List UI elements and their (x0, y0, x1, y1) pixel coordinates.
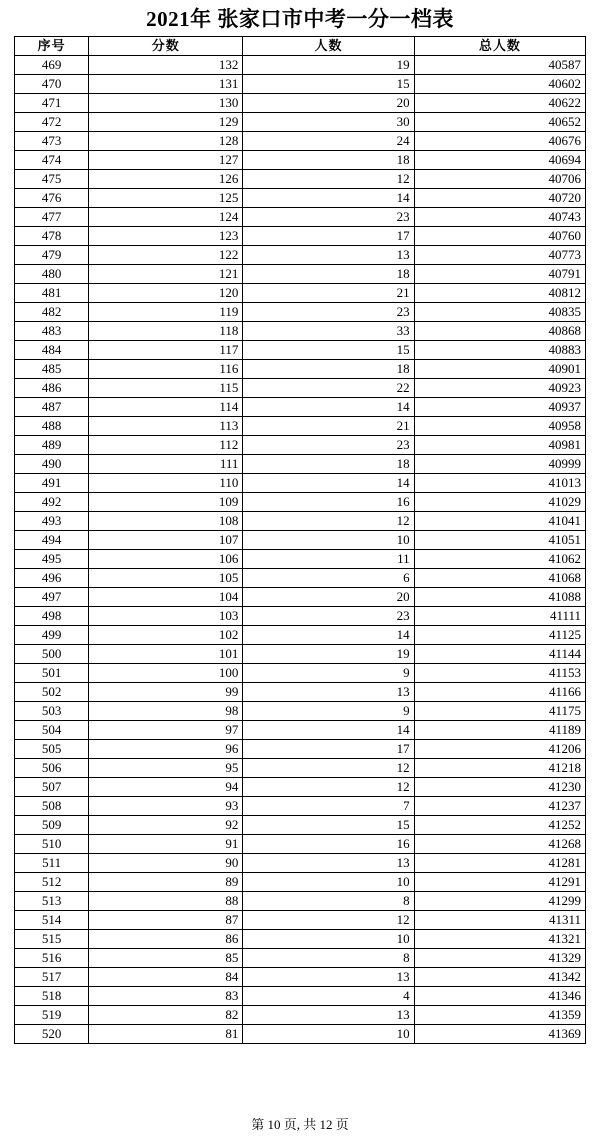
cell-seq: 511 (15, 854, 89, 873)
cell-count: 8 (243, 892, 414, 911)
cell-total: 40923 (414, 379, 585, 398)
cell-total: 41218 (414, 759, 585, 778)
cell-seq: 495 (15, 550, 89, 569)
cell-count: 19 (243, 56, 414, 75)
cell-seq: 472 (15, 113, 89, 132)
cell-count: 23 (243, 303, 414, 322)
cell-total: 41041 (414, 512, 585, 531)
column-header-count: 人数 (243, 37, 414, 56)
cell-total: 40676 (414, 132, 585, 151)
cell-count: 12 (243, 759, 414, 778)
cell-seq: 519 (15, 1006, 89, 1025)
cell-seq: 507 (15, 778, 89, 797)
cell-count: 14 (243, 398, 414, 417)
cell-total: 41268 (414, 835, 585, 854)
table-row (15, 341, 586, 360)
cell-seq: 509 (15, 816, 89, 835)
cell-seq: 480 (15, 265, 89, 284)
cell-count: 12 (243, 778, 414, 797)
cell-count: 24 (243, 132, 414, 151)
score-distribution-table (14, 36, 586, 1044)
cell-score: 82 (89, 1006, 243, 1025)
page-footer: 第 10 页, 共 12 页 (251, 1117, 349, 1132)
table-row (15, 987, 586, 1006)
table-body (15, 56, 586, 1044)
cell-total: 40868 (414, 322, 585, 341)
table-row (15, 797, 586, 816)
cell-total: 40622 (414, 94, 585, 113)
cell-total: 41346 (414, 987, 585, 1006)
cell-total: 40652 (414, 113, 585, 132)
cell-score: 90 (89, 854, 243, 873)
cell-score: 105 (89, 569, 243, 588)
cell-seq: 503 (15, 702, 89, 721)
cell-count: 13 (243, 1006, 414, 1025)
cell-count: 10 (243, 1025, 414, 1044)
cell-count: 10 (243, 930, 414, 949)
table-row (15, 873, 586, 892)
table-row (15, 322, 586, 341)
table-row (15, 94, 586, 113)
cell-total: 41144 (414, 645, 585, 664)
cell-total: 40602 (414, 75, 585, 94)
cell-count: 15 (243, 341, 414, 360)
cell-seq: 514 (15, 911, 89, 930)
cell-score: 83 (89, 987, 243, 1006)
cell-seq: 490 (15, 455, 89, 474)
table-row (15, 189, 586, 208)
cell-count: 16 (243, 493, 414, 512)
table-row (15, 436, 586, 455)
cell-score: 117 (89, 341, 243, 360)
cell-seq: 497 (15, 588, 89, 607)
cell-score: 102 (89, 626, 243, 645)
column-header-score: 分数 (89, 37, 243, 56)
cell-seq: 502 (15, 683, 89, 702)
table-row (15, 246, 586, 265)
cell-score: 101 (89, 645, 243, 664)
cell-seq: 479 (15, 246, 89, 265)
cell-score: 111 (89, 455, 243, 474)
table-row (15, 702, 586, 721)
cell-score: 110 (89, 474, 243, 493)
table-row (15, 265, 586, 284)
cell-score: 112 (89, 436, 243, 455)
cell-total: 40901 (414, 360, 585, 379)
cell-count: 12 (243, 170, 414, 189)
cell-seq: 501 (15, 664, 89, 683)
cell-score: 92 (89, 816, 243, 835)
cell-total: 41329 (414, 949, 585, 968)
cell-total: 40706 (414, 170, 585, 189)
cell-total: 41206 (414, 740, 585, 759)
table-row (15, 626, 586, 645)
cell-seq: 488 (15, 417, 89, 436)
cell-count: 18 (243, 360, 414, 379)
cell-total: 41029 (414, 493, 585, 512)
cell-seq: 469 (15, 56, 89, 75)
cell-total: 41321 (414, 930, 585, 949)
table-row (15, 968, 586, 987)
cell-score: 121 (89, 265, 243, 284)
table-row (15, 360, 586, 379)
table-row (15, 284, 586, 303)
cell-total: 41062 (414, 550, 585, 569)
cell-total: 41311 (414, 911, 585, 930)
cell-score: 96 (89, 740, 243, 759)
cell-count: 18 (243, 151, 414, 170)
table-row (15, 208, 586, 227)
cell-score: 106 (89, 550, 243, 569)
cell-total: 40835 (414, 303, 585, 322)
table-row (15, 664, 586, 683)
cell-seq: 475 (15, 170, 89, 189)
cell-seq: 478 (15, 227, 89, 246)
cell-score: 89 (89, 873, 243, 892)
cell-seq: 477 (15, 208, 89, 227)
cell-seq: 484 (15, 341, 89, 360)
cell-score: 128 (89, 132, 243, 151)
cell-score: 120 (89, 284, 243, 303)
table-row (15, 379, 586, 398)
cell-seq: 508 (15, 797, 89, 816)
cell-seq: 505 (15, 740, 89, 759)
cell-total: 40694 (414, 151, 585, 170)
cell-score: 84 (89, 968, 243, 987)
cell-total: 40937 (414, 398, 585, 417)
cell-total: 40760 (414, 227, 585, 246)
cell-seq: 504 (15, 721, 89, 740)
page-title: 2021年 张家口市中考一分一档表 (146, 7, 454, 31)
table-row (15, 398, 586, 417)
cell-score: 113 (89, 417, 243, 436)
cell-total: 40587 (414, 56, 585, 75)
cell-seq: 516 (15, 949, 89, 968)
cell-score: 124 (89, 208, 243, 227)
table-row (15, 949, 586, 968)
table-row (15, 588, 586, 607)
cell-score: 122 (89, 246, 243, 265)
cell-score: 87 (89, 911, 243, 930)
cell-count: 18 (243, 265, 414, 284)
table-row (15, 303, 586, 322)
cell-seq: 474 (15, 151, 89, 170)
table-row (15, 854, 586, 873)
table-row (15, 607, 586, 626)
cell-count: 13 (243, 246, 414, 265)
table-row (15, 75, 586, 94)
table-row (15, 1025, 586, 1044)
cell-total: 40999 (414, 455, 585, 474)
cell-count: 23 (243, 208, 414, 227)
table-row (15, 778, 586, 797)
cell-count: 33 (243, 322, 414, 341)
cell-score: 109 (89, 493, 243, 512)
cell-seq: 499 (15, 626, 89, 645)
cell-seq: 518 (15, 987, 89, 1006)
cell-count: 9 (243, 664, 414, 683)
cell-seq: 470 (15, 75, 89, 94)
cell-score: 119 (89, 303, 243, 322)
cell-seq: 476 (15, 189, 89, 208)
table-row (15, 512, 586, 531)
cell-score: 114 (89, 398, 243, 417)
cell-score: 98 (89, 702, 243, 721)
cell-score: 85 (89, 949, 243, 968)
cell-seq: 500 (15, 645, 89, 664)
cell-count: 9 (243, 702, 414, 721)
cell-total: 41088 (414, 588, 585, 607)
cell-score: 126 (89, 170, 243, 189)
cell-seq: 510 (15, 835, 89, 854)
cell-total: 40720 (414, 189, 585, 208)
cell-count: 20 (243, 588, 414, 607)
table-row (15, 417, 586, 436)
cell-total: 41281 (414, 854, 585, 873)
table-row (15, 227, 586, 246)
cell-score: 95 (89, 759, 243, 778)
cell-count: 18 (243, 455, 414, 474)
cell-score: 131 (89, 75, 243, 94)
cell-score: 104 (89, 588, 243, 607)
cell-score: 99 (89, 683, 243, 702)
cell-score: 100 (89, 664, 243, 683)
cell-total: 40743 (414, 208, 585, 227)
cell-seq: 486 (15, 379, 89, 398)
table-row (15, 493, 586, 512)
cell-count: 11 (243, 550, 414, 569)
cell-count: 23 (243, 436, 414, 455)
cell-total: 41369 (414, 1025, 585, 1044)
cell-score: 115 (89, 379, 243, 398)
cell-score: 97 (89, 721, 243, 740)
cell-seq: 492 (15, 493, 89, 512)
cell-count: 17 (243, 740, 414, 759)
cell-total: 41237 (414, 797, 585, 816)
cell-seq: 483 (15, 322, 89, 341)
cell-count: 22 (243, 379, 414, 398)
cell-count: 4 (243, 987, 414, 1006)
table-row (15, 550, 586, 569)
cell-count: 13 (243, 683, 414, 702)
cell-total: 40883 (414, 341, 585, 360)
cell-seq: 506 (15, 759, 89, 778)
cell-total: 40812 (414, 284, 585, 303)
column-header-seq: 序号 (15, 37, 89, 56)
cell-count: 6 (243, 569, 414, 588)
cell-score: 103 (89, 607, 243, 626)
cell-total: 40981 (414, 436, 585, 455)
cell-seq: 494 (15, 531, 89, 550)
table-row (15, 170, 586, 189)
table-row (15, 474, 586, 493)
cell-count: 21 (243, 417, 414, 436)
cell-count: 7 (243, 797, 414, 816)
cell-count: 23 (243, 607, 414, 626)
cell-seq: 515 (15, 930, 89, 949)
cell-total: 41068 (414, 569, 585, 588)
cell-count: 14 (243, 474, 414, 493)
table-row (15, 911, 586, 930)
cell-count: 12 (243, 512, 414, 531)
cell-count: 21 (243, 284, 414, 303)
cell-seq: 512 (15, 873, 89, 892)
cell-count: 10 (243, 531, 414, 550)
cell-score: 86 (89, 930, 243, 949)
table-row (15, 151, 586, 170)
column-header-total: 总人数 (414, 37, 585, 56)
cell-score: 116 (89, 360, 243, 379)
cell-count: 15 (243, 75, 414, 94)
cell-score: 81 (89, 1025, 243, 1044)
cell-score: 108 (89, 512, 243, 531)
cell-seq: 513 (15, 892, 89, 911)
cell-seq: 520 (15, 1025, 89, 1044)
cell-total: 41189 (414, 721, 585, 740)
cell-score: 129 (89, 113, 243, 132)
cell-seq: 471 (15, 94, 89, 113)
table-row (15, 569, 586, 588)
cell-score: 127 (89, 151, 243, 170)
cell-count: 14 (243, 189, 414, 208)
cell-count: 12 (243, 911, 414, 930)
cell-count: 8 (243, 949, 414, 968)
cell-count: 17 (243, 227, 414, 246)
cell-count: 13 (243, 968, 414, 987)
cell-total: 41111 (414, 607, 585, 626)
cell-score: 132 (89, 56, 243, 75)
cell-seq: 496 (15, 569, 89, 588)
table-row (15, 835, 586, 854)
cell-seq: 493 (15, 512, 89, 531)
cell-score: 107 (89, 531, 243, 550)
cell-seq: 481 (15, 284, 89, 303)
cell-seq: 473 (15, 132, 89, 151)
cell-seq: 498 (15, 607, 89, 626)
table-row (15, 56, 586, 75)
cell-total: 40958 (414, 417, 585, 436)
cell-total: 41342 (414, 968, 585, 987)
table-row (15, 721, 586, 740)
cell-total: 41359 (414, 1006, 585, 1025)
cell-count: 13 (243, 854, 414, 873)
table-row (15, 645, 586, 664)
table-row (15, 455, 586, 474)
cell-count: 14 (243, 626, 414, 645)
table-row (15, 740, 586, 759)
cell-seq: 489 (15, 436, 89, 455)
cell-total: 41230 (414, 778, 585, 797)
cell-score: 123 (89, 227, 243, 246)
table-row (15, 759, 586, 778)
cell-total: 41291 (414, 873, 585, 892)
cell-score: 118 (89, 322, 243, 341)
table-row (15, 816, 586, 835)
cell-score: 94 (89, 778, 243, 797)
cell-score: 91 (89, 835, 243, 854)
cell-total: 41166 (414, 683, 585, 702)
table-header-row (15, 37, 586, 56)
cell-total: 41153 (414, 664, 585, 683)
cell-total: 41175 (414, 702, 585, 721)
cell-count: 19 (243, 645, 414, 664)
table-row (15, 531, 586, 550)
cell-seq: 491 (15, 474, 89, 493)
cell-count: 15 (243, 816, 414, 835)
table-row (15, 132, 586, 151)
cell-seq: 487 (15, 398, 89, 417)
cell-total: 41051 (414, 531, 585, 550)
cell-count: 20 (243, 94, 414, 113)
cell-count: 14 (243, 721, 414, 740)
cell-seq: 485 (15, 360, 89, 379)
table-row (15, 113, 586, 132)
table-row (15, 930, 586, 949)
cell-total: 41299 (414, 892, 585, 911)
cell-seq: 482 (15, 303, 89, 322)
cell-count: 10 (243, 873, 414, 892)
cell-score: 125 (89, 189, 243, 208)
cell-score: 88 (89, 892, 243, 911)
cell-total: 41013 (414, 474, 585, 493)
cell-seq: 517 (15, 968, 89, 987)
table-row (15, 1006, 586, 1025)
table-row (15, 892, 586, 911)
cell-score: 93 (89, 797, 243, 816)
cell-total: 41125 (414, 626, 585, 645)
table-row (15, 683, 586, 702)
cell-total: 41252 (414, 816, 585, 835)
cell-count: 16 (243, 835, 414, 854)
cell-total: 40773 (414, 246, 585, 265)
cell-count: 30 (243, 113, 414, 132)
cell-total: 40791 (414, 265, 585, 284)
cell-score: 130 (89, 94, 243, 113)
